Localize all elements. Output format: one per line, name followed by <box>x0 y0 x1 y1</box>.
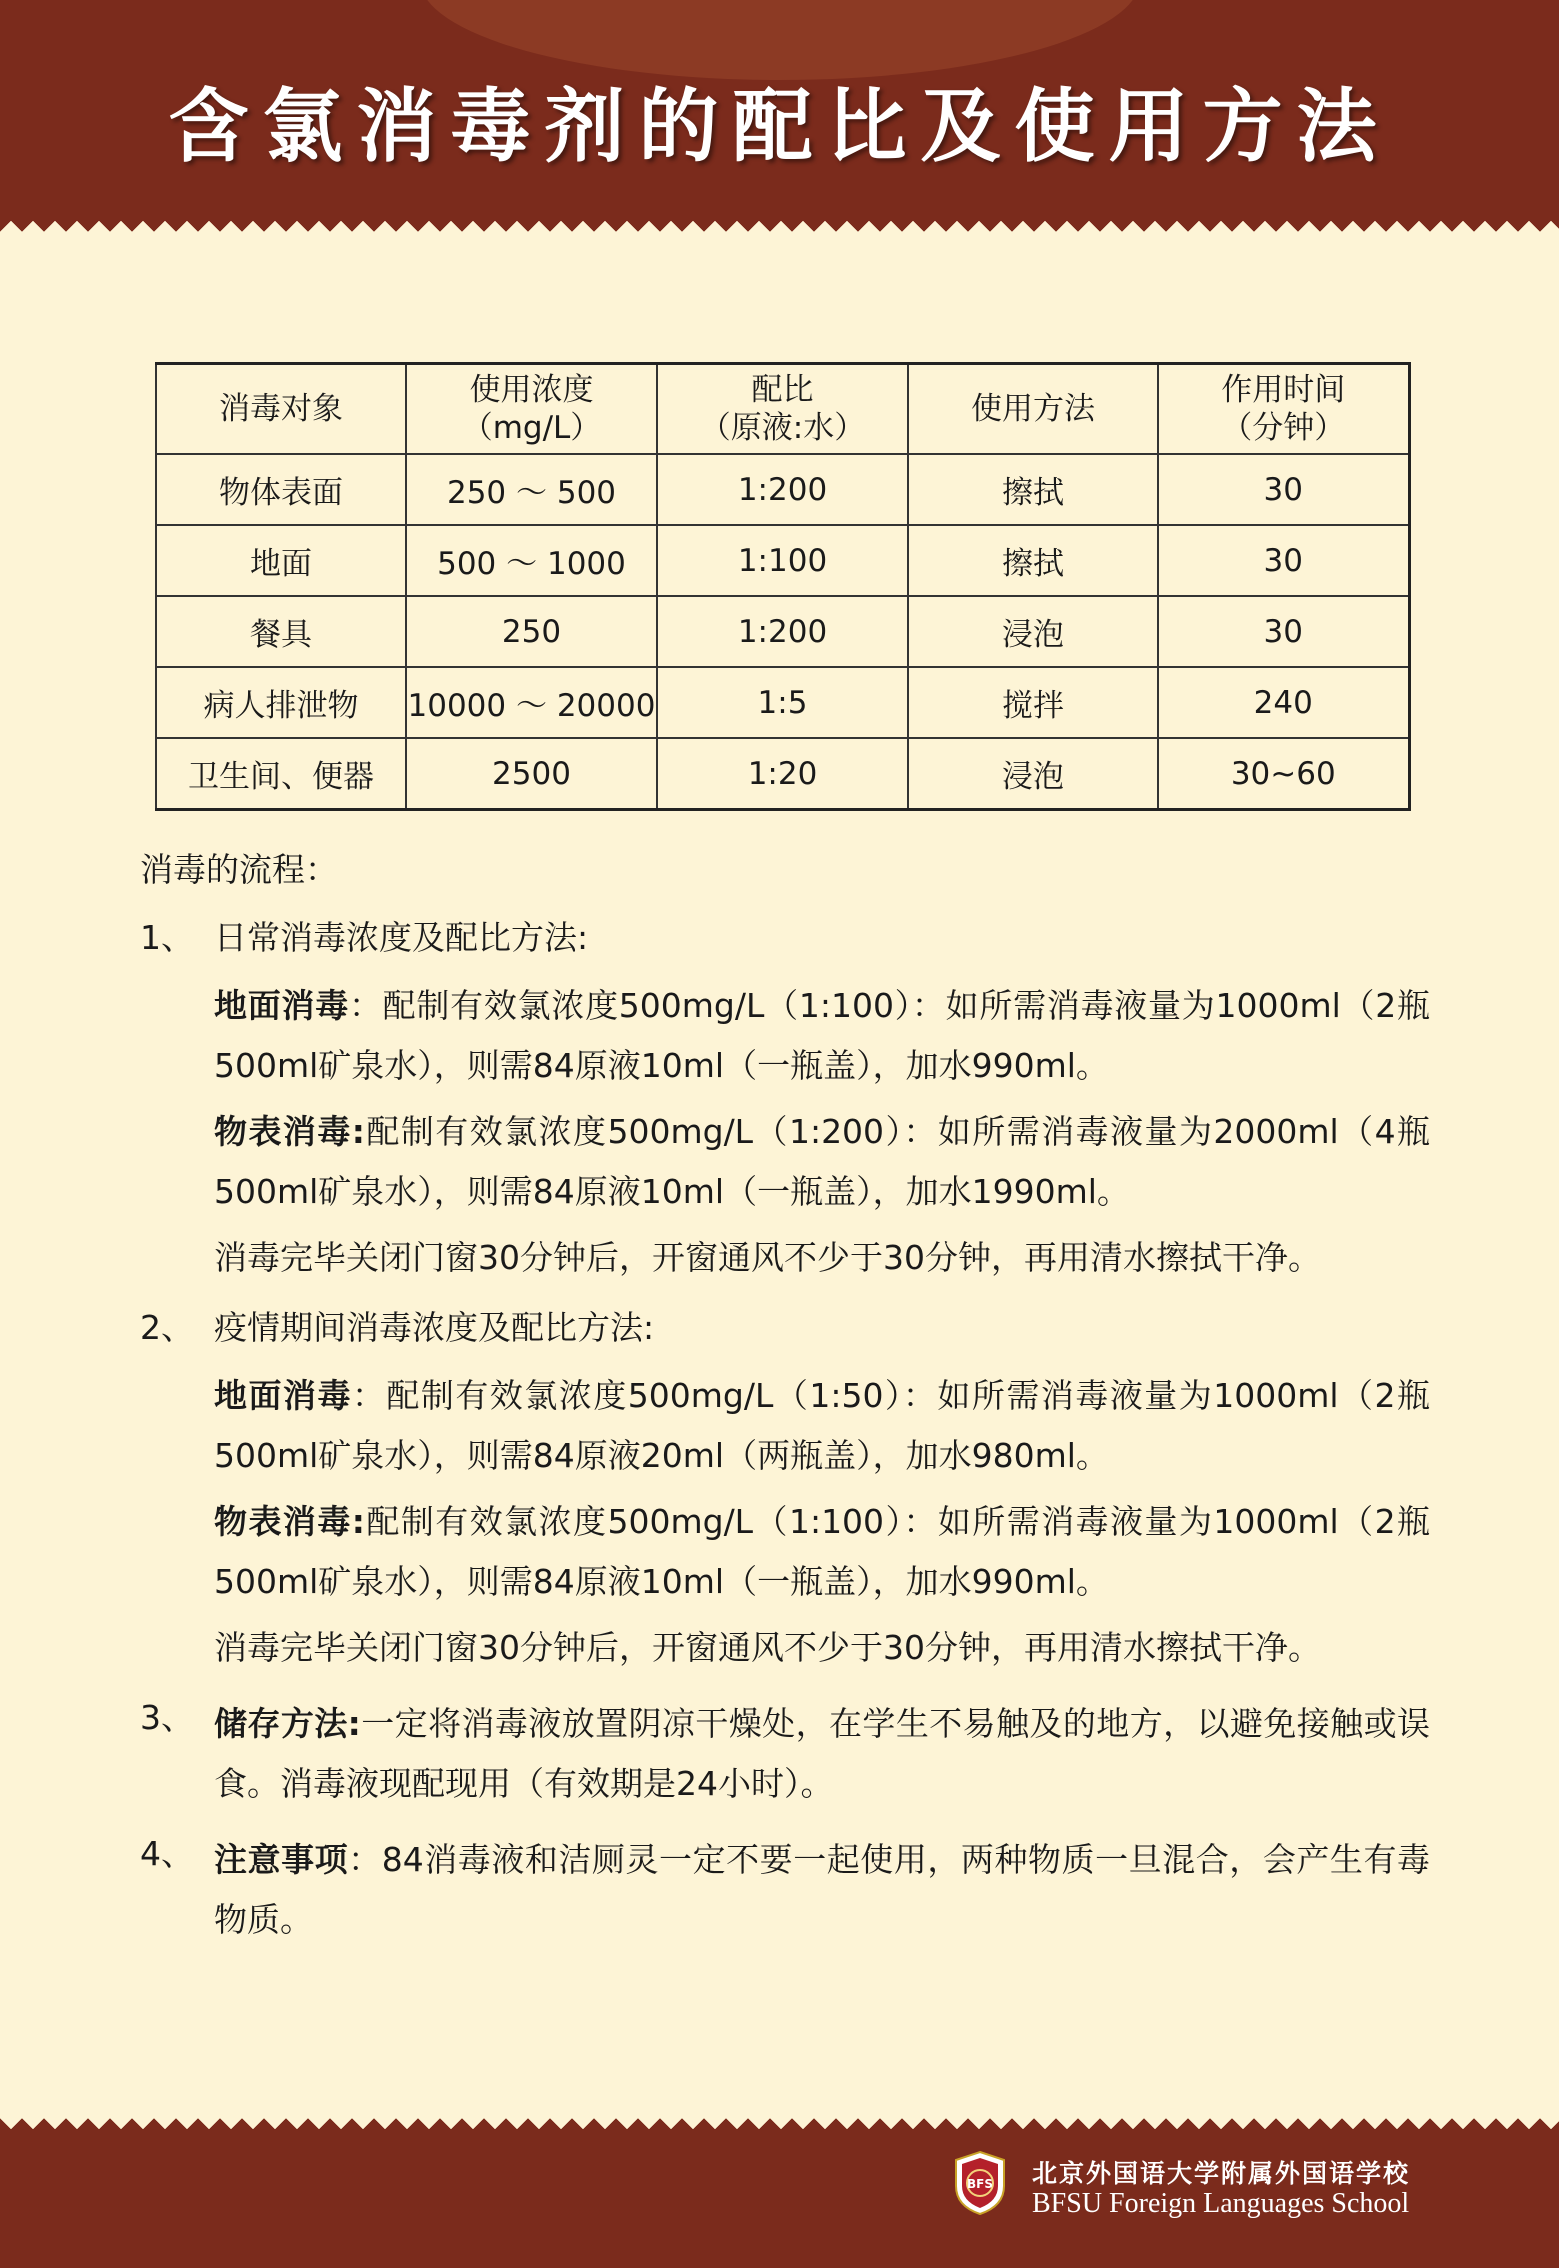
cell-target: 物体表面 <box>156 454 406 525</box>
step-number: 2、 <box>140 1308 194 1347</box>
dilution-table <box>155 362 1411 811</box>
cell-duration: 240 <box>1158 667 1409 738</box>
step-title: 日常消毒浓度及配比方法: <box>214 918 589 957</box>
cell-method: 浸泡 <box>908 738 1158 810</box>
caution-paragraph <box>214 1830 1430 1950</box>
cell-ratio: 1:200 <box>657 596 908 667</box>
cell-duration: 30 <box>1158 525 1409 596</box>
cell-ratio: 1:200 <box>657 454 908 525</box>
table-row <box>156 667 1409 738</box>
surface-disinfection-paragraph <box>214 1102 1430 1222</box>
cell-duration: 30 <box>1158 454 1409 525</box>
step-number: 3、 <box>140 1698 194 1737</box>
floor-disinfection-paragraph <box>214 1366 1430 1486</box>
cell-method: 擦拭 <box>908 454 1158 525</box>
zigzag-border-bottom <box>0 2118 1559 2140</box>
page-title: 含氯消毒剂的配比及使用方法 <box>168 80 1391 173</box>
cell-concentration: 500 ～ 1000 <box>406 525 657 596</box>
paragraph-text: 配制有效氯浓度500mg/L（1:200）：如所需消毒液量为2000ml（4瓶500ml矿泉水），则需84原液10ml（一瓶盖），加水1990ml。 <box>214 1112 1430 1211</box>
header-band <box>0 0 1559 210</box>
cell-method: 浸泡 <box>908 596 1158 667</box>
step-title: 疫情期间消毒浓度及配比方法: <box>214 1308 655 1347</box>
cell-ratio: 1:5 <box>657 667 908 738</box>
table-row <box>156 738 1409 810</box>
step-number: 4、 <box>140 1834 194 1873</box>
cell-target: 地面 <box>156 525 406 596</box>
surface-disinfection-paragraph <box>214 1492 1430 1612</box>
process-step-4 <box>140 1830 1430 1950</box>
table-row <box>156 525 1409 596</box>
paragraph-label: 地面消毒 <box>214 986 349 1025</box>
header-duration: 作用时间 （分钟） <box>1158 364 1409 455</box>
cell-duration: 30 <box>1158 596 1409 667</box>
cell-concentration: 250 <box>406 596 657 667</box>
paragraph-label: 储存方法: <box>214 1704 361 1743</box>
step-number: 1、 <box>140 918 194 957</box>
floor-disinfection-paragraph <box>214 976 1430 1096</box>
cell-ratio: 1:20 <box>657 738 908 810</box>
process-step-1 <box>140 914 1430 1288</box>
logo-lettering: BFS <box>967 2177 993 2191</box>
process-step-3 <box>140 1694 1430 1814</box>
cell-duration: 30~60 <box>1158 738 1409 810</box>
header-glow <box>420 0 1140 80</box>
school-name-english: BFSU Foreign Languages School <box>1032 2188 1410 2219</box>
table-row <box>156 596 1409 667</box>
paragraph-label: 地面消毒 <box>214 1376 352 1415</box>
storage-paragraph <box>214 1694 1430 1814</box>
paragraph-text: ：配制有效氯浓度500mg/L（1:100）：如所需消毒液量为1000ml（2瓶500ml矿泉水），则需84原液10ml（一瓶盖），加水990ml。 <box>214 986 1430 1085</box>
cell-concentration: 10000 ～ 20000 <box>406 667 657 738</box>
cell-concentration: 250 ～ 500 <box>406 454 657 525</box>
table-header-row <box>156 364 1409 455</box>
ventilation-note: 消毒完毕关闭门窗30分钟后，开窗通风不少于30分钟，再用清水擦拭干净。 <box>214 1628 1321 1667</box>
paragraph-label: 物表消毒: <box>214 1112 365 1151</box>
cell-target: 卫生间、便器 <box>156 738 406 810</box>
table-row <box>156 454 1409 525</box>
ventilation-note: 消毒完毕关闭门窗30分钟后，开窗通风不少于30分钟，再用清水擦拭干净。 <box>214 1238 1321 1277</box>
process-step-2 <box>140 1304 1430 1678</box>
paragraph-text: ：84消毒液和洁厕灵一定不要一起使用，两种物质一旦混合，会产生有毒物质。 <box>214 1840 1430 1939</box>
process-heading: 消毒的流程： <box>140 850 338 889</box>
school-logo-icon <box>952 2150 1008 2216</box>
cell-method: 搅拌 <box>908 667 1158 738</box>
cell-ratio: 1:100 <box>657 525 908 596</box>
cell-concentration: 2500 <box>406 738 657 810</box>
zigzag-border-top <box>0 210 1559 232</box>
header-concentration: 使用浓度 （mg/L） <box>406 364 657 455</box>
header-method: 使用方法 <box>908 364 1158 455</box>
paragraph-text: 一定将消毒液放置阴凉干燥处，在学生不易触及的地方，以避免接触或误食。消毒液现配现用（有效期是24小时）。 <box>214 1704 1430 1803</box>
paragraph-label: 物表消毒: <box>214 1502 365 1541</box>
school-name-chinese: 北京外国语大学附属外国语学校 <box>1032 2159 1411 2188</box>
paragraph-text: 配制有效氯浓度500mg/L（1:100）：如所需消毒液量为1000ml（2瓶500ml矿泉水），则需84原液10ml（一瓶盖），加水990ml。 <box>214 1502 1430 1601</box>
header-ratio: 配比 （原液:水） <box>657 364 908 455</box>
process-section <box>140 846 1430 1966</box>
cell-method: 擦拭 <box>908 525 1158 596</box>
header-target: 消毒对象 <box>156 364 406 455</box>
paragraph-label: 注意事项 <box>214 1840 349 1879</box>
paragraph-text: ：配制有效氯浓度500mg/L（1:50）：如所需消毒液量为1000ml（2瓶500ml矿泉水），则需84原液20ml（两瓶盖），加水980ml。 <box>214 1376 1431 1475</box>
cell-target: 餐具 <box>156 596 406 667</box>
cell-target: 病人排泄物 <box>156 667 406 738</box>
